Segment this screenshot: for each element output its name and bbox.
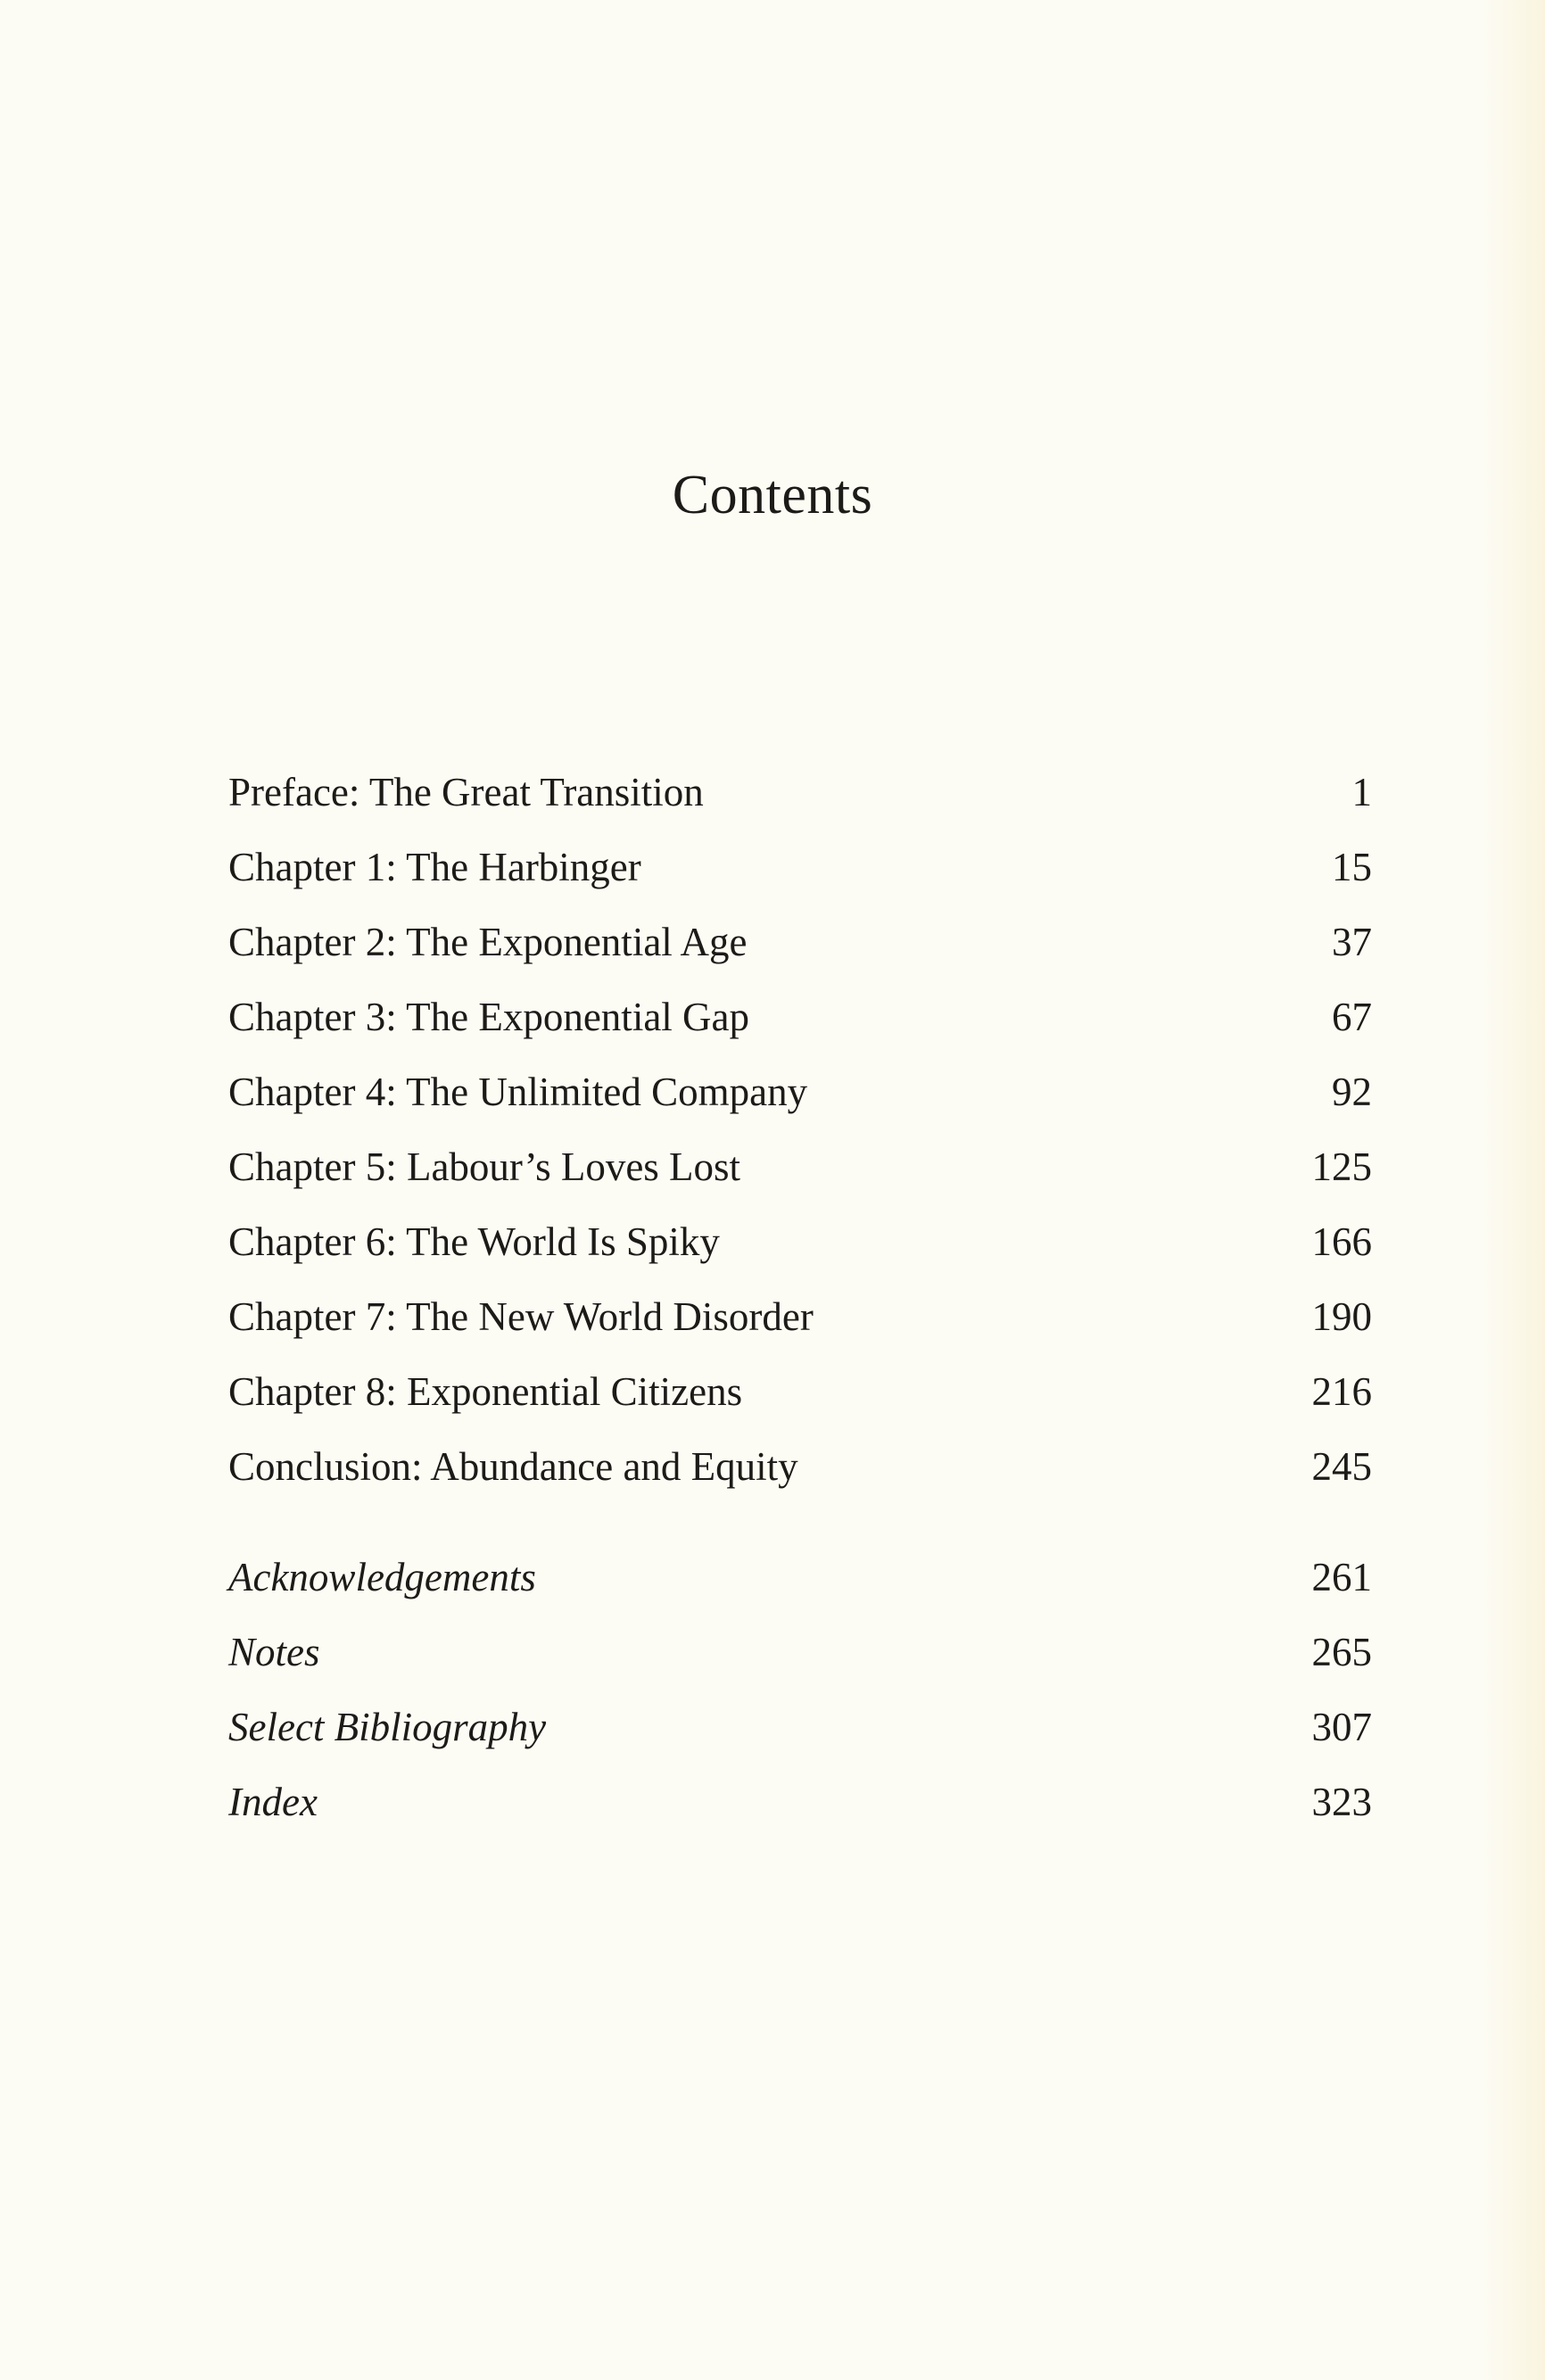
toc-entry-title: Chapter 4: The Unlimited Company: [228, 1070, 808, 1114]
toc-entry-page: 15: [1332, 845, 1372, 889]
toc-entry-title: Chapter 7: The New World Disorder: [228, 1294, 814, 1339]
toc-entry-page: 307: [1311, 1705, 1372, 1749]
toc-entry-title: Chapter 2: The Exponential Age: [228, 920, 748, 964]
toc-entry: [228, 1279, 1372, 1354]
toc-entry-title: Conclusion: Abundance and Equity: [228, 1444, 798, 1489]
toc-entry-page: 67: [1332, 995, 1372, 1039]
toc-entry-page: 190: [1311, 1294, 1372, 1339]
toc-entry: [228, 1054, 1372, 1129]
toc-entry: [228, 830, 1372, 905]
toc-entry: [228, 1354, 1372, 1429]
toc-entry-title: Select Bibliography: [228, 1705, 547, 1749]
toc-entry-title: Chapter 6: The World Is Spiky: [228, 1219, 720, 1264]
toc-entry-title: Chapter 1: The Harbinger: [228, 845, 641, 889]
toc-entry-title: Index: [228, 1780, 318, 1824]
page-title: Contents: [672, 465, 873, 525]
toc-entry-page: 166: [1311, 1219, 1372, 1264]
toc-backmatter-entry: [228, 1690, 1372, 1764]
toc-entry: [228, 1129, 1372, 1204]
table-of-contents: [228, 755, 1372, 1839]
toc-entry-page: 125: [1311, 1145, 1372, 1189]
toc-entry-page: 92: [1332, 1070, 1372, 1114]
section-spacer: [228, 1504, 1372, 1540]
toc-entry-page: 1: [1351, 770, 1372, 814]
toc-entry-page: 37: [1332, 920, 1372, 964]
toc-entry-page: 261: [1311, 1555, 1372, 1599]
toc-backmatter-entry: [228, 1764, 1372, 1839]
toc-entry: [228, 1204, 1372, 1279]
toc-entry-title: Preface: The Great Transition: [228, 770, 704, 814]
toc-entry-title: Chapter 5: Labour’s Loves Lost: [228, 1145, 741, 1189]
toc-entry-page: 245: [1311, 1444, 1372, 1489]
toc-entry-page: 323: [1311, 1780, 1372, 1824]
toc-entry-title: Chapter 8: Exponential Citizens: [228, 1369, 743, 1414]
toc-entry-page: 265: [1311, 1630, 1372, 1674]
toc-entry: [228, 905, 1372, 979]
toc-entry: [228, 979, 1372, 1054]
toc-backmatter-entry: [228, 1540, 1372, 1615]
toc-entry-title: Notes: [228, 1630, 320, 1674]
toc-entry: [228, 755, 1372, 830]
toc-entry: [228, 1429, 1372, 1504]
toc-entry-title: Chapter 3: The Exponential Gap: [228, 995, 750, 1039]
toc-entry-page: 216: [1311, 1369, 1372, 1414]
toc-entry-title: Acknowledgements: [228, 1555, 536, 1599]
toc-backmatter-entry: [228, 1615, 1372, 1690]
